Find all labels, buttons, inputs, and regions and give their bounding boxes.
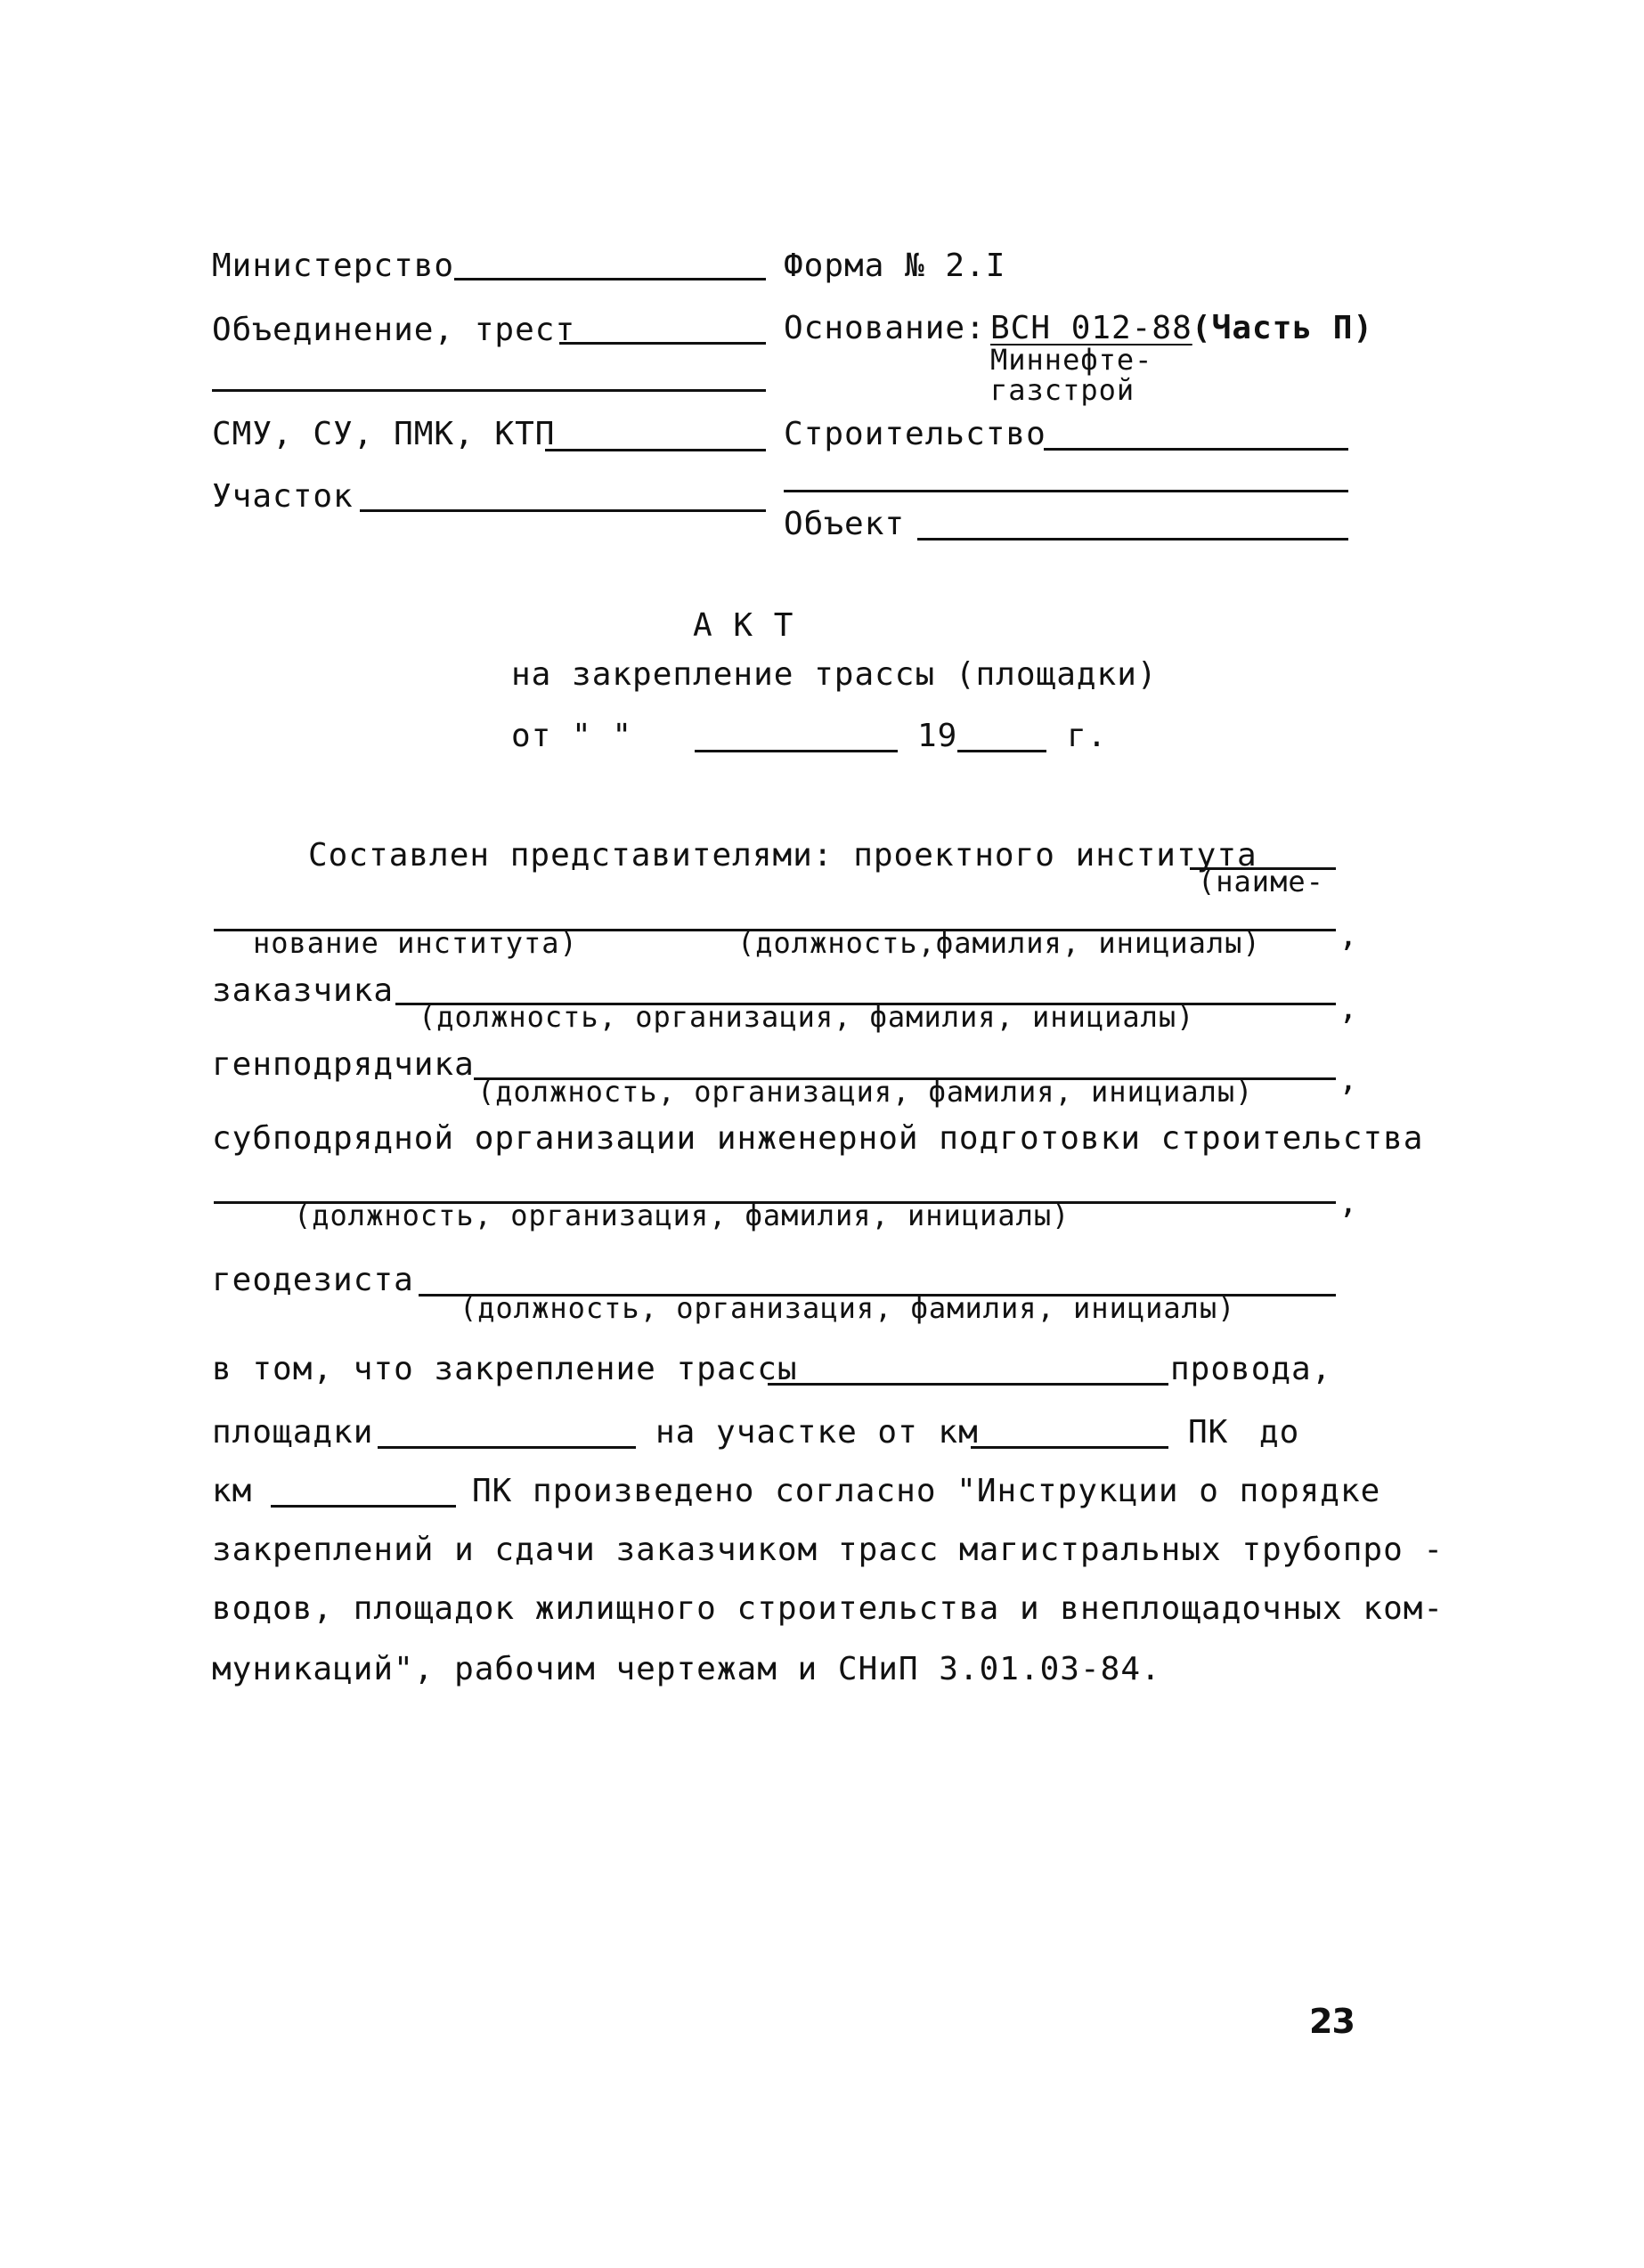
association-label: Объединение, трест	[212, 312, 576, 348]
basis-code: ВСН 012-88	[990, 310, 1192, 346]
smu-field-line[interactable]	[545, 449, 766, 451]
km-to-field-line[interactable]	[271, 1505, 456, 1508]
section-label: Участок	[212, 478, 354, 515]
basis-label: Основание:	[784, 310, 986, 346]
basis-part: (Часть П)	[1192, 310, 1374, 346]
text-line-4: закреплений и сдачи заказчиком трасс магистральных трубопро -	[212, 1532, 1445, 1568]
institute-hint-a: (наиме-	[1198, 865, 1324, 898]
geodesist-hint: (должность, организация, фамилия, инициалы)	[460, 1291, 1236, 1325]
route-field-line[interactable]	[768, 1383, 1168, 1386]
construction-field-line-2[interactable]	[784, 490, 1348, 492]
institute-hint-b: нование института)	[253, 926, 578, 960]
comma: ,	[1339, 1061, 1359, 1098]
customer-label: заказчика	[212, 972, 395, 1009]
date-year-line[interactable]	[957, 750, 1046, 752]
basis-org-line2: газстрой	[990, 373, 1135, 407]
ministry-label: Министерство	[212, 248, 455, 284]
text-line-2c: ПК	[1188, 1414, 1229, 1451]
form-number: Форма № 2.I	[784, 248, 1006, 284]
text-line-5: водов, площадок жилищного строительства и внеплощадочных ком-	[212, 1590, 1445, 1627]
institute-hint-c: (должность,фамилия, инициалы)	[737, 926, 1261, 960]
text-line-2a: площадки	[212, 1414, 374, 1451]
comma: ,	[1339, 990, 1359, 1027]
text-line-3a: км	[212, 1473, 253, 1509]
geodesist-label: геодезиста	[212, 1262, 414, 1298]
customer-hint: (должность, организация, фамилия, инициалы)	[419, 1000, 1195, 1034]
km-from-field-line[interactable]	[971, 1446, 1168, 1449]
association-field-line-2[interactable]	[212, 389, 766, 392]
text-line-1a: в том, что закрепление трассы	[212, 1351, 798, 1387]
date-prefix: от " "	[511, 718, 633, 754]
object-label: Объект	[784, 506, 906, 542]
association-field-line[interactable]	[559, 342, 766, 345]
act-title: А К Т	[693, 607, 794, 644]
date-month-line[interactable]	[695, 750, 898, 752]
basis-org-line1: Миннефте-	[990, 343, 1153, 377]
text-line-6: муникаций", рабочим чертежам и СНиП 3.01.03-84.	[212, 1651, 1161, 1687]
comma: ,	[1339, 1184, 1359, 1221]
construction-field-line[interactable]	[1044, 448, 1348, 451]
smu-label: СМУ, СУ, ПМК, КТП	[212, 416, 556, 452]
object-field-line[interactable]	[917, 538, 1348, 541]
comma: ,	[1339, 917, 1359, 954]
text-line-2b: на участке от км	[655, 1414, 979, 1451]
date-year-prefix: 19	[917, 718, 958, 754]
ministry-field-line[interactable]	[454, 278, 766, 280]
site-field-line[interactable]	[378, 1446, 636, 1449]
subcontract-label: субподрядной организации инженерной подготовки строительства	[212, 1120, 1424, 1157]
date-suffix: г.	[1067, 718, 1108, 754]
composed-text: Составлен представителями: проектного института	[308, 837, 1257, 874]
act-subject: на закрепление трассы (площадки)	[511, 656, 1158, 693]
subcontract-hint: (должность, организация, фамилия, инициалы)	[294, 1199, 1070, 1232]
general-contractor-label: генподрядчика	[212, 1046, 475, 1083]
page-number: 23	[1309, 2002, 1355, 2041]
construction-label: Строительство	[784, 416, 1046, 452]
section-field-line[interactable]	[360, 509, 766, 512]
text-line-2d: до	[1259, 1414, 1300, 1451]
text-line-1b: провода,	[1170, 1351, 1332, 1387]
text-line-3b: ПК произведено согласно "Инструкции о порядке	[472, 1473, 1381, 1509]
general-contractor-hint: (должность, организация, фамилия, инициалы)	[477, 1075, 1254, 1109]
